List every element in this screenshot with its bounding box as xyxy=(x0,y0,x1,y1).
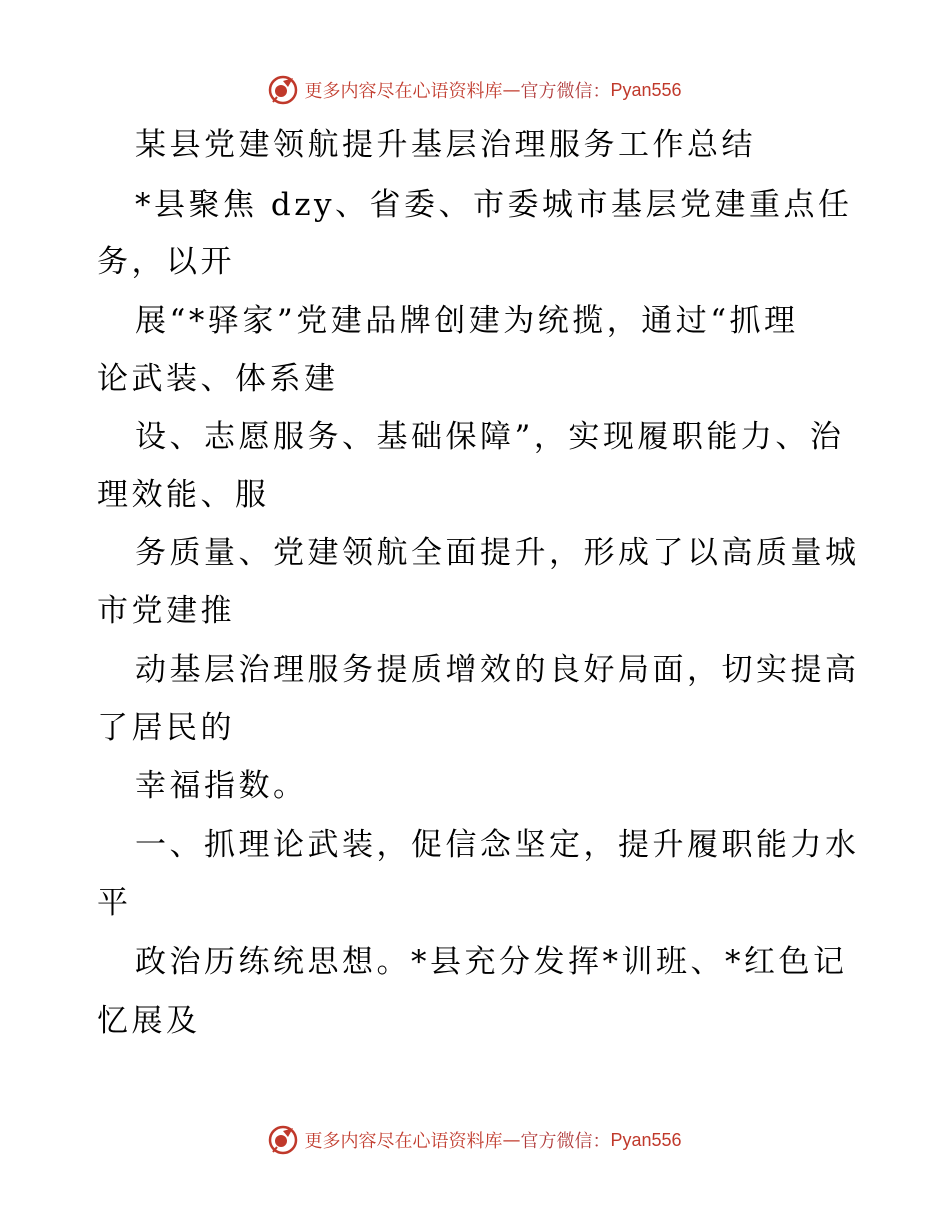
text-line: 务，以开 xyxy=(97,244,235,280)
text-line: 展“*驿家”党建品牌创建为统揽，通过“抓理 xyxy=(135,303,799,339)
text-line: 论武装、体系建 xyxy=(97,361,339,397)
banner-wechat-label: 官方微信： xyxy=(520,1131,611,1152)
text-line: 务质量、党建领航全面提升，形成了以高质量城 xyxy=(135,535,860,571)
text-line: 市党建推 xyxy=(97,593,235,629)
logo-icon xyxy=(268,1125,298,1155)
banner-dash: — xyxy=(502,79,521,101)
text-line: 理效能、服 xyxy=(97,477,270,513)
section-heading: 一、抓理论武装，促信念坚定，提升履职能力水 xyxy=(135,827,860,863)
banner-main-text: 更多内容尽在心语资料库 xyxy=(304,81,503,102)
text-line: *县聚焦 dzy、省委、市委城市基层党建重点任 xyxy=(135,187,853,223)
banner-wechat-label: 官方微信： xyxy=(520,81,611,102)
text-line: 平 xyxy=(97,885,132,921)
text-line: 忆展及 xyxy=(97,1003,201,1039)
header-banner xyxy=(0,70,950,110)
banner-wechat-id: Pyan556 xyxy=(610,79,682,100)
text-line: 设、志愿服务、基础保障”，实现履职能力、治 xyxy=(135,419,845,455)
text-line: 幸福指数。 xyxy=(135,768,308,804)
text-line: 了居民的 xyxy=(97,710,235,746)
document-title: 某县党建领航提升基层治理服务工作总结 xyxy=(135,127,756,163)
banner-dash: — xyxy=(502,1129,521,1151)
banner-wechat-id: Pyan556 xyxy=(610,1129,682,1150)
text-line: 政治历练统思想。*县充分发挥*训班、*红色记 xyxy=(135,944,848,980)
text-line: 动基层治理服务提质增效的良好局面，切实提高 xyxy=(135,652,860,688)
logo-icon xyxy=(268,75,298,105)
banner-main-text: 更多内容尽在心语资料库 xyxy=(304,1131,503,1152)
footer-banner xyxy=(0,1120,950,1160)
